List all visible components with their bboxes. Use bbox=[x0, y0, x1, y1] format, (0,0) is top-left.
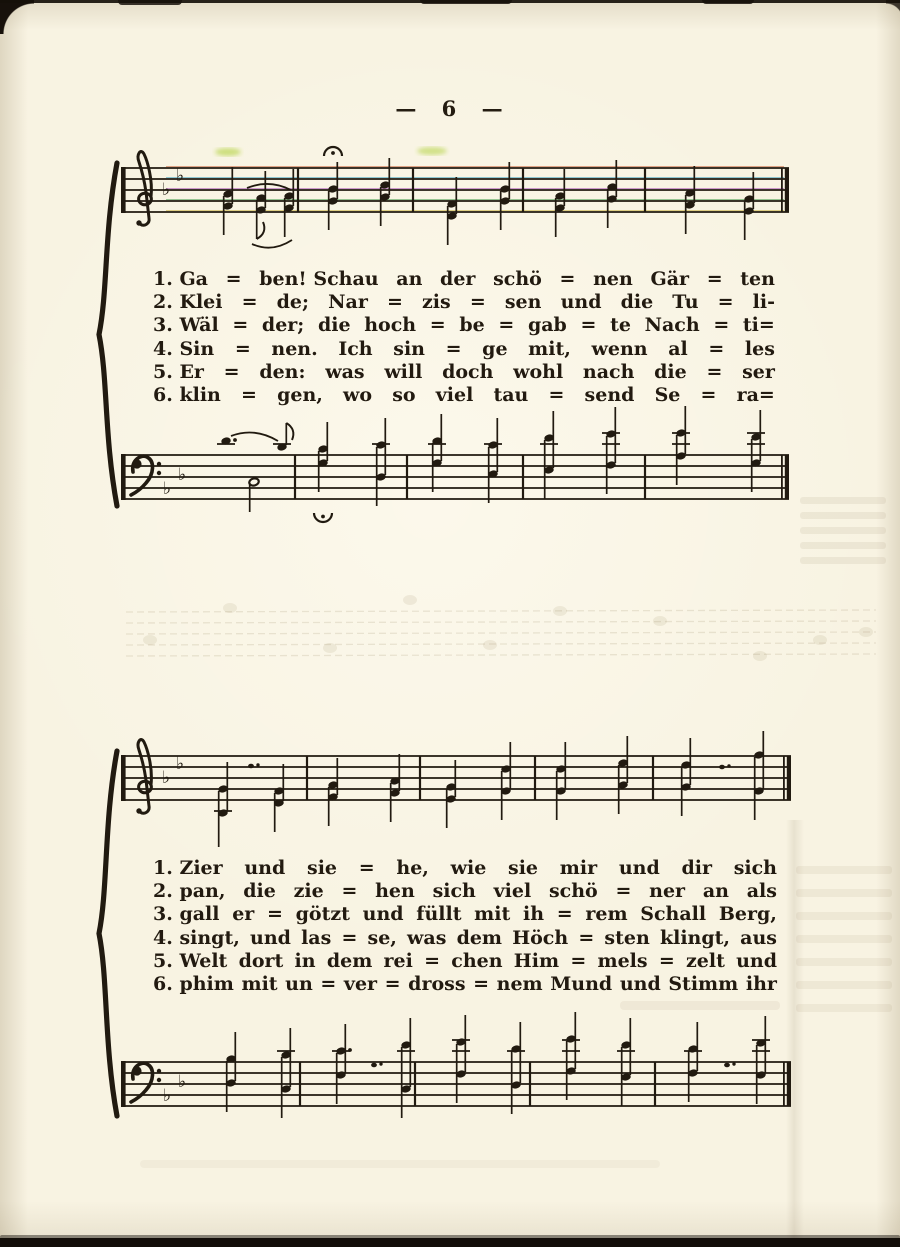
lyric-syllable: = bbox=[341, 926, 358, 949]
note-chord bbox=[680, 738, 691, 816]
flat-sign: ♭ bbox=[178, 465, 187, 485]
lyric-syllable: schö bbox=[548, 880, 598, 903]
note-chord bbox=[499, 162, 510, 230]
note-chord bbox=[672, 406, 690, 485]
lyric-syllable: = bbox=[548, 383, 565, 406]
lyric-syllable: = bbox=[570, 949, 587, 972]
lyric-syllable: zis bbox=[421, 291, 451, 314]
note-chord bbox=[255, 171, 266, 239]
flat-sign: ♭ bbox=[162, 180, 171, 200]
barline bbox=[644, 168, 646, 212]
fermata-icon bbox=[324, 147, 342, 156]
lyric-syllable: rei bbox=[383, 949, 413, 972]
lyric-syllable: die bbox=[317, 314, 351, 337]
page-number: — 6 — bbox=[395, 96, 505, 121]
lyric-syllable: 2. pan, bbox=[153, 880, 226, 903]
note-chord bbox=[445, 760, 456, 828]
lyric-syllable: als bbox=[746, 880, 777, 903]
verse-line bbox=[153, 314, 775, 337]
lyric-syllable: Nar bbox=[328, 291, 368, 314]
lyric-syllable: nach bbox=[582, 360, 635, 383]
lyric-syllable: = bbox=[580, 314, 597, 337]
lyric-syllable: te bbox=[610, 314, 631, 337]
verse-line bbox=[153, 927, 777, 950]
note-chord bbox=[389, 754, 400, 822]
lyric-syllable: 5. Er bbox=[153, 360, 204, 383]
treble-staff bbox=[121, 731, 791, 847]
lyric-syllable: und bbox=[250, 926, 291, 949]
note-chord bbox=[428, 414, 446, 492]
lyric-syllable: doch bbox=[442, 360, 494, 383]
flat-sign: ♭ bbox=[176, 166, 185, 186]
note-chord bbox=[724, 1062, 736, 1067]
lyric-syllable: Se bbox=[654, 383, 681, 406]
lyric-syllable: = bbox=[241, 291, 258, 314]
lyric-syllable: an bbox=[396, 268, 423, 290]
barline bbox=[522, 168, 524, 212]
lyric-syllable: = bbox=[386, 291, 403, 314]
lyric-syllable: Schall bbox=[640, 903, 707, 926]
lyric-syllable: aus bbox=[740, 926, 777, 949]
lyric-syllable: = bbox=[556, 903, 573, 926]
scan-color-artifacts bbox=[215, 147, 447, 156]
lyric-syllable: götzt bbox=[295, 903, 350, 926]
bass-staff bbox=[121, 1012, 791, 1118]
lyric-syllable: viel bbox=[435, 383, 474, 406]
bass-clef-icon bbox=[131, 456, 161, 495]
lyric-syllable: sie bbox=[508, 857, 539, 879]
lyric-syllable: = bbox=[429, 314, 446, 337]
barline bbox=[522, 455, 524, 499]
lyric-syllable: sin bbox=[393, 337, 425, 360]
note-chord bbox=[372, 418, 390, 506]
tie-slur bbox=[252, 240, 292, 248]
lyric-syllable: 5. Welt bbox=[153, 949, 228, 972]
lyric-syllable: dross bbox=[408, 972, 466, 995]
lyric-syllable: = bbox=[473, 972, 490, 995]
lyric-syllable: wohl bbox=[513, 360, 564, 383]
lyric-syllable: sich bbox=[733, 857, 777, 879]
lyric-syllable: ten bbox=[740, 268, 775, 290]
lyric-syllable: = bbox=[615, 880, 632, 903]
lyric-syllable: ihr bbox=[745, 972, 777, 995]
lyric-syllable: = bbox=[706, 360, 723, 383]
verse-line bbox=[153, 950, 777, 973]
tie-slur bbox=[231, 432, 278, 441]
lyric-syllable: = bbox=[559, 268, 576, 290]
lyric-syllable: und bbox=[619, 972, 661, 995]
lyric-syllable: 1. Ga bbox=[153, 268, 208, 290]
lyric-syllable: nen. bbox=[271, 337, 318, 360]
lyric-syllable: sten bbox=[604, 926, 650, 949]
barline bbox=[299, 1062, 301, 1106]
lyric-syllable: an bbox=[702, 880, 729, 903]
lyric-syllable: li- bbox=[752, 291, 775, 314]
lyric-syllable: dem bbox=[326, 949, 373, 972]
note-chord bbox=[327, 758, 338, 826]
note-chord bbox=[452, 1015, 470, 1103]
barline bbox=[412, 168, 414, 212]
lyric-syllable: = bbox=[445, 337, 462, 360]
verse-line bbox=[153, 268, 775, 291]
lyric-syllable: in bbox=[294, 949, 316, 972]
lyric-syllable: Gär bbox=[650, 268, 690, 290]
lyric-syllable: sen bbox=[504, 291, 542, 314]
lyric-syllable: = bbox=[320, 972, 337, 995]
verse-line bbox=[153, 880, 777, 903]
lyric-syllable: 1. Zier bbox=[153, 857, 223, 879]
note-chord bbox=[606, 160, 617, 228]
flat-sign: ♭ bbox=[178, 1072, 187, 1092]
note-chord bbox=[747, 410, 765, 492]
scan-edge-bottom bbox=[0, 1238, 900, 1247]
barline bbox=[644, 455, 646, 499]
lyric-syllable: schö bbox=[493, 268, 542, 290]
lyric-syllable: und bbox=[244, 857, 286, 879]
lyric-syllable: al bbox=[668, 337, 688, 360]
flat-sign: ♭ bbox=[163, 479, 172, 499]
lyric-syllable: wenn bbox=[591, 337, 648, 360]
lyric-syllable: viel bbox=[493, 880, 532, 903]
lyric-syllable: dort bbox=[238, 949, 284, 972]
note-chord bbox=[217, 436, 237, 445]
barline bbox=[529, 1062, 531, 1106]
lyric-syllable: sie bbox=[307, 857, 338, 879]
lyric-syllable: die bbox=[620, 291, 654, 314]
lyric-syllable: las bbox=[301, 926, 332, 949]
lyric-syllable: will bbox=[384, 360, 423, 383]
lyric-syllable: = bbox=[713, 314, 730, 337]
system-brace bbox=[99, 751, 117, 1116]
lyric-syllable: was bbox=[407, 926, 447, 949]
lyric-syllable: hen bbox=[375, 880, 415, 903]
lyric-syllable: zelt bbox=[685, 949, 725, 972]
verse-line bbox=[153, 857, 777, 880]
lyric-syllable: tau bbox=[493, 383, 529, 406]
lyric-syllable: der bbox=[440, 268, 476, 290]
lyric-syllable: = bbox=[717, 291, 734, 314]
lyric-syllable: Nach bbox=[644, 314, 700, 337]
note-chord bbox=[214, 762, 232, 847]
lyric-syllable: klingt, bbox=[659, 926, 731, 949]
note-chord bbox=[371, 1062, 383, 1067]
treble-clef-icon bbox=[136, 152, 151, 226]
lyric-syllable: ra= bbox=[736, 383, 775, 406]
flat-sign: ♭ bbox=[176, 754, 185, 774]
lyric-syllable: = bbox=[341, 880, 358, 903]
note-chord bbox=[753, 731, 764, 820]
verse-block-1 bbox=[153, 268, 775, 407]
lyric-syllable: Him bbox=[513, 949, 560, 972]
barline bbox=[419, 756, 421, 800]
lyric-syllable: mit bbox=[241, 972, 278, 995]
lyric-syllable: = bbox=[658, 949, 675, 972]
lyric-syllable: un bbox=[285, 972, 313, 995]
lyric-syllable: = bbox=[700, 383, 717, 406]
lyric-syllable: gen, bbox=[277, 383, 323, 406]
barline bbox=[652, 756, 654, 800]
lyric-syllable: = bbox=[232, 314, 249, 337]
lyric-syllable: so bbox=[392, 383, 416, 406]
lyric-syllable: ti= bbox=[742, 314, 775, 337]
treble-clef-icon bbox=[136, 740, 151, 814]
lyric-syllable: he, bbox=[396, 857, 429, 879]
lyric-syllable: füllt bbox=[416, 903, 462, 926]
lyric-syllable: = bbox=[498, 314, 515, 337]
lyric-syllable: was bbox=[325, 360, 365, 383]
lyric-syllable: = bbox=[384, 972, 401, 995]
lyric-syllable: = bbox=[223, 360, 240, 383]
lyric-syllable: ner bbox=[649, 880, 686, 903]
treble-staff bbox=[121, 147, 789, 248]
verse-line bbox=[153, 973, 777, 996]
lyric-syllable: 3. gall bbox=[153, 903, 220, 926]
lyric-syllable: der; bbox=[261, 314, 305, 337]
lyric-syllable: ih bbox=[522, 903, 545, 926]
lyric-syllable: dem bbox=[456, 926, 503, 949]
flat-sign: ♭ bbox=[162, 768, 171, 788]
lyric-syllable: ben! Schau bbox=[259, 268, 379, 290]
lyric-syllable: 4. Sin bbox=[153, 337, 215, 360]
lyric-syllable: und bbox=[618, 857, 660, 879]
lyric-syllable: und bbox=[736, 949, 777, 972]
lyric-syllable: nen bbox=[593, 268, 633, 290]
note-chord bbox=[225, 1032, 236, 1112]
note-chord bbox=[752, 1016, 770, 1104]
barline bbox=[297, 168, 299, 212]
bass-staff bbox=[121, 406, 789, 522]
barline bbox=[534, 756, 536, 800]
lyric-syllable: wo bbox=[343, 383, 373, 406]
lyric-syllable: 4. singt, bbox=[153, 926, 240, 949]
lyric-syllable: = bbox=[708, 337, 725, 360]
lyric-syllable: = bbox=[469, 291, 486, 314]
lyric-syllable: de; bbox=[276, 291, 310, 314]
lyric-syllable: mit bbox=[474, 903, 511, 926]
lyric-syllable: er bbox=[232, 903, 255, 926]
lyric-syllable: wie bbox=[450, 857, 487, 879]
lyric-syllable: mir bbox=[559, 857, 598, 879]
lyric-syllable: = bbox=[578, 926, 595, 949]
note-chord bbox=[507, 1022, 525, 1114]
lyric-syllable: hoch bbox=[364, 314, 417, 337]
lyric-syllable: 2. Klei bbox=[153, 291, 223, 314]
lyric-syllable: Höch bbox=[512, 926, 569, 949]
barline bbox=[414, 1062, 416, 1106]
note-chord bbox=[248, 477, 259, 512]
lyric-syllable: dir bbox=[681, 857, 712, 879]
lyric-syllable: 6. phim bbox=[153, 972, 234, 995]
verse-line bbox=[153, 338, 775, 361]
bass-clef-icon bbox=[131, 1063, 161, 1102]
lyric-syllable: Tu bbox=[672, 291, 699, 314]
lyric-syllable: les bbox=[744, 337, 775, 360]
verse-block-2 bbox=[153, 857, 777, 996]
fermata-inverted-icon bbox=[314, 513, 332, 522]
lyric-syllable: Ich bbox=[338, 337, 373, 360]
note-chord bbox=[602, 407, 620, 494]
lyric-syllable: zie bbox=[293, 880, 324, 903]
lyric-syllable: nem bbox=[496, 972, 543, 995]
lyric-syllable: = bbox=[424, 949, 441, 972]
lyric-syllable: und bbox=[560, 291, 602, 314]
lyric-syllable: ge bbox=[482, 337, 508, 360]
lyric-syllable: sich bbox=[432, 880, 476, 903]
lyric-syllable: ver bbox=[343, 972, 378, 995]
lyric-syllable: 3. Wäl bbox=[153, 314, 219, 337]
lyric-syllable: se, bbox=[367, 926, 397, 949]
lyric-syllable: send bbox=[584, 383, 635, 406]
verse-line bbox=[153, 903, 777, 926]
lyric-syllable: mels bbox=[597, 949, 648, 972]
barline bbox=[406, 455, 408, 499]
barline bbox=[306, 756, 308, 800]
note-chord bbox=[314, 422, 332, 522]
lyric-syllable: be bbox=[459, 314, 485, 337]
system-brace bbox=[99, 163, 117, 506]
lyric-syllable: mit, bbox=[528, 337, 571, 360]
lyric-syllable: chen bbox=[451, 949, 503, 972]
lyric-syllable: und bbox=[362, 903, 404, 926]
note-chord bbox=[397, 1018, 415, 1118]
lyric-syllable: = bbox=[241, 383, 257, 406]
verse-line bbox=[153, 384, 775, 407]
note-chord bbox=[500, 742, 511, 820]
verse-line bbox=[153, 291, 775, 314]
lyric-syllable: = bbox=[225, 268, 242, 290]
lyric-syllable: Berg, bbox=[718, 903, 777, 926]
lyric-syllable: Mund bbox=[550, 972, 613, 995]
lyric-syllable: den: bbox=[259, 360, 306, 383]
flat-sign: ♭ bbox=[163, 1086, 172, 1106]
note-chord bbox=[743, 172, 754, 240]
lyric-syllable: ser bbox=[742, 360, 775, 383]
note-chord bbox=[562, 1012, 580, 1100]
lyric-syllable: die bbox=[654, 360, 687, 383]
lyric-syllable: = bbox=[358, 857, 375, 879]
lyric-syllable: rem bbox=[585, 903, 628, 926]
page-show-through bbox=[126, 497, 892, 1168]
barline bbox=[294, 455, 296, 499]
lyric-syllable: die bbox=[243, 880, 276, 903]
lyric-syllable: = bbox=[706, 268, 723, 290]
lyric-syllable: = bbox=[267, 903, 283, 926]
note-chord bbox=[332, 1024, 352, 1104]
note-chord bbox=[273, 423, 293, 452]
note-chord bbox=[555, 742, 566, 820]
note-chord bbox=[484, 418, 502, 503]
verse-line bbox=[153, 361, 775, 384]
note-chord bbox=[273, 764, 284, 832]
lyric-syllable: gab bbox=[527, 314, 567, 337]
lyric-syllable: 6. klin bbox=[153, 383, 221, 406]
lyric-syllable: = bbox=[234, 337, 251, 360]
note-chord bbox=[617, 736, 628, 814]
barline bbox=[654, 1062, 656, 1106]
lyric-syllable: Stimm bbox=[668, 972, 739, 995]
